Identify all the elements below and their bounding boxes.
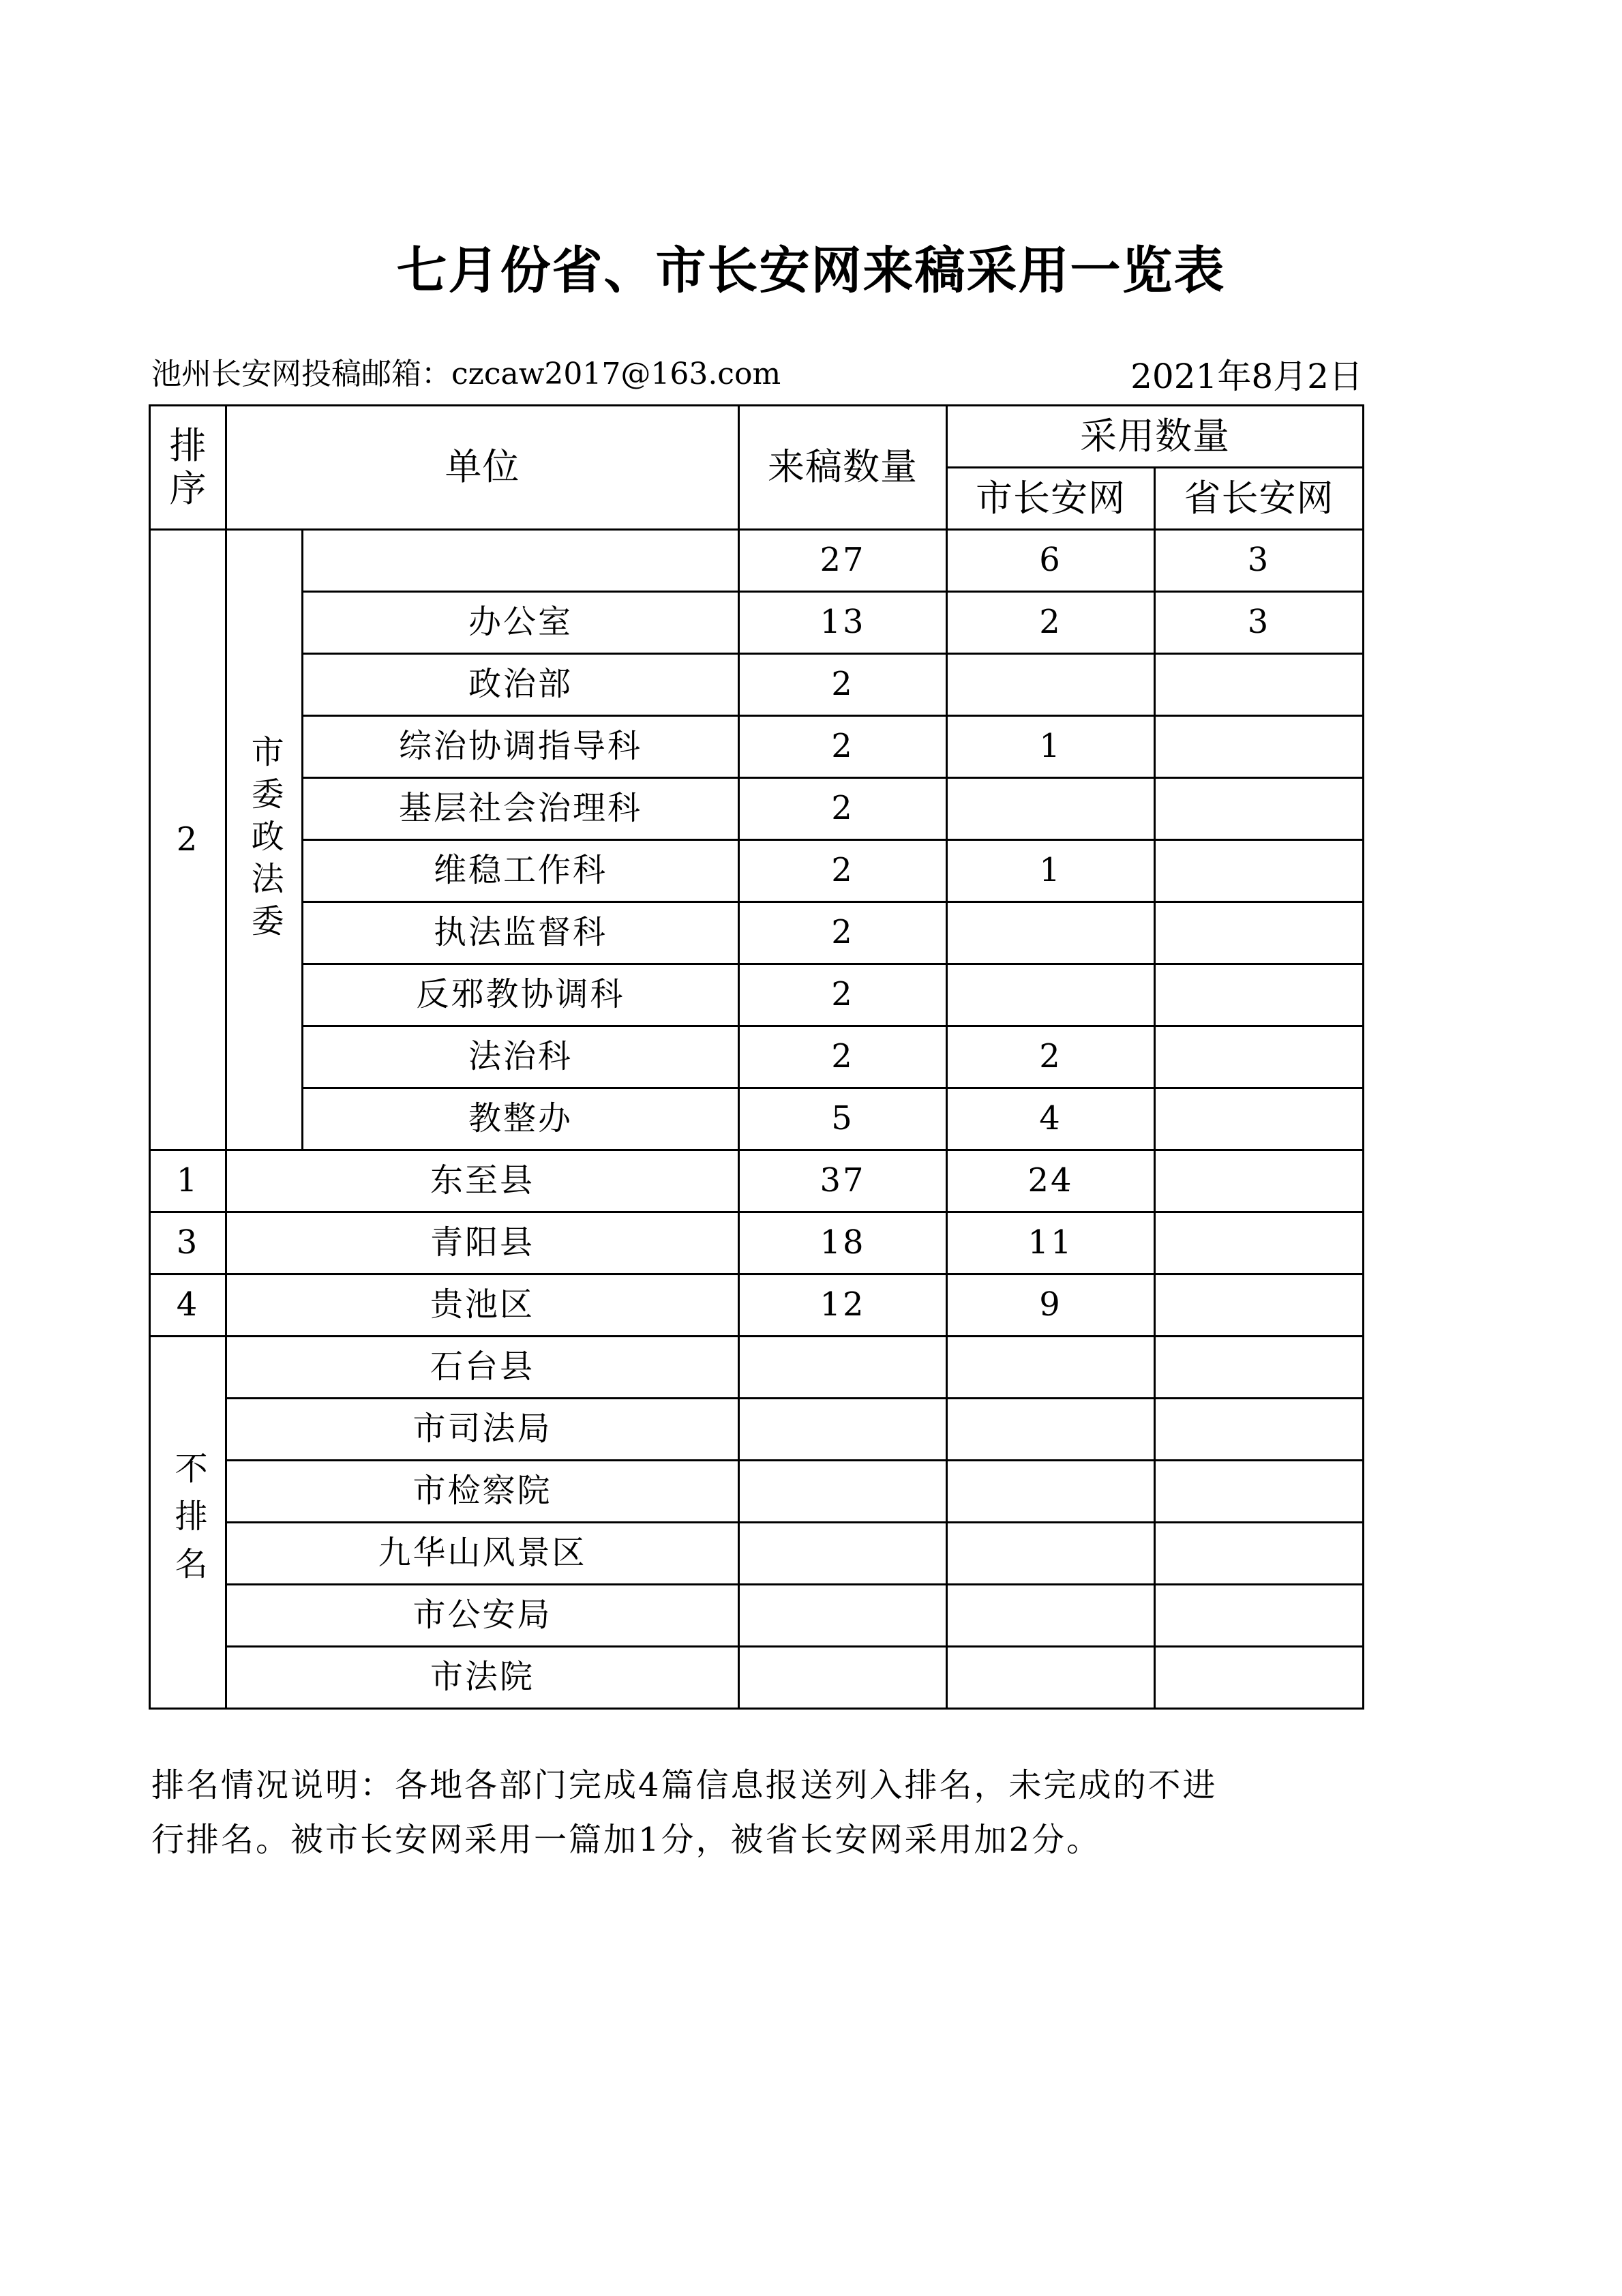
table-row xyxy=(150,592,1364,654)
province-adopted-cell xyxy=(1155,840,1364,902)
city-adopted-cell: 9 xyxy=(947,1274,1155,1337)
header-unit: 单位 xyxy=(226,406,739,530)
unit-name-cell: 教整办 xyxy=(303,1088,739,1150)
submitted-cell: 37 xyxy=(739,1150,947,1212)
unit-name-cell: 市公安局 xyxy=(226,1585,739,1647)
submitted-cell: 18 xyxy=(739,1212,947,1274)
submitted-cell xyxy=(739,1337,947,1399)
table-row xyxy=(150,1399,1364,1461)
unit-name-cell: 反邪教协调科 xyxy=(303,964,739,1026)
submitted-cell: 2 xyxy=(739,654,947,716)
ranking-note xyxy=(151,1758,1379,1867)
province-adopted-cell xyxy=(1155,964,1364,1026)
rank-cell: 3 xyxy=(150,1212,226,1274)
rank-cell: 1 xyxy=(150,1150,226,1212)
city-adopted-cell: 24 xyxy=(947,1150,1155,1212)
submitted-cell: 2 xyxy=(739,1026,947,1088)
province-adopted-cell xyxy=(1155,1212,1364,1274)
submitted-cell: 13 xyxy=(739,592,947,654)
submitted-cell xyxy=(739,1585,947,1647)
unit-name-cell: 政治部 xyxy=(303,654,739,716)
table-row xyxy=(150,1150,1364,1212)
city-adopted-cell xyxy=(947,654,1155,716)
table-row xyxy=(150,1523,1364,1585)
province-adopted-cell xyxy=(1155,654,1364,716)
unit-name-cell xyxy=(303,530,739,592)
province-adopted-cell: 3 xyxy=(1155,530,1364,592)
city-adopted-cell xyxy=(947,964,1155,1026)
province-adopted-cell: 3 xyxy=(1155,592,1364,654)
submitted-cell: 2 xyxy=(739,964,947,1026)
city-adopted-cell: 2 xyxy=(947,592,1155,654)
submitted-cell: 5 xyxy=(739,1088,947,1150)
table-row xyxy=(150,840,1364,902)
submitted-cell: 2 xyxy=(739,716,947,778)
adoption-table xyxy=(149,404,1364,1710)
table-row xyxy=(150,1026,1364,1088)
unit-name-cell: 市法院 xyxy=(226,1647,739,1709)
city-adopted-cell xyxy=(947,1585,1155,1647)
province-adopted-cell xyxy=(1155,1461,1364,1523)
submission-email: 池州长安网投稿邮箱：czcaw2017@163.com xyxy=(151,357,781,391)
rank-cell: 2 xyxy=(150,530,226,1150)
table-row xyxy=(150,1585,1364,1647)
submitted-cell xyxy=(739,1523,947,1585)
unit-name-cell: 市司法局 xyxy=(226,1399,739,1461)
city-adopted-cell: 6 xyxy=(947,530,1155,592)
note-line-2: 行排名。被市长安网采用一篇加1分，被省长安网采用加2分。 xyxy=(151,1821,1102,1859)
unit-name-cell: 执法监督科 xyxy=(303,902,739,964)
unit-name-cell: 东至县 xyxy=(226,1150,739,1212)
province-adopted-cell xyxy=(1155,716,1364,778)
table-row xyxy=(150,1088,1364,1150)
unit-name-cell: 法治科 xyxy=(303,1026,739,1088)
submitted-cell xyxy=(739,1647,947,1709)
province-adopted-cell xyxy=(1155,1337,1364,1399)
submitted-cell: 2 xyxy=(739,840,947,902)
city-adopted-cell: 2 xyxy=(947,1026,1155,1088)
unit-name-cell: 石台县 xyxy=(226,1337,739,1399)
unranked-label-cell: 不排名 xyxy=(150,1337,226,1709)
province-adopted-cell xyxy=(1155,1088,1364,1150)
table-row xyxy=(150,964,1364,1026)
province-adopted-cell xyxy=(1155,902,1364,964)
city-adopted-cell xyxy=(947,902,1155,964)
province-adopted-cell xyxy=(1155,1026,1364,1088)
city-adopted-cell xyxy=(947,1337,1155,1399)
table-row xyxy=(150,1212,1364,1274)
report-date: 2021年8月2日 xyxy=(1130,357,1363,396)
page-title: 七月份省、市长安网来稿采用一览表 xyxy=(396,241,1226,300)
group-name-cell: 市委政法委 xyxy=(226,530,303,1150)
table-row xyxy=(150,1274,1364,1337)
city-adopted-cell xyxy=(947,1647,1155,1709)
table-row xyxy=(150,1647,1364,1709)
submitted-cell xyxy=(739,1399,947,1461)
submitted-cell: 2 xyxy=(739,902,947,964)
city-adopted-cell: 1 xyxy=(947,840,1155,902)
table-row xyxy=(150,654,1364,716)
header-submitted: 来稿数量 xyxy=(739,406,947,530)
table-row xyxy=(150,716,1364,778)
city-adopted-cell xyxy=(947,1523,1155,1585)
province-adopted-cell xyxy=(1155,1399,1364,1461)
unit-name-cell: 综治协调指导科 xyxy=(303,716,739,778)
rank-cell: 4 xyxy=(150,1274,226,1337)
header-rank: 排序 xyxy=(150,406,226,530)
city-adopted-cell: 1 xyxy=(947,716,1155,778)
header-city: 市长安网 xyxy=(947,468,1155,530)
table-row xyxy=(150,778,1364,840)
submitted-cell: 27 xyxy=(739,530,947,592)
unit-name-cell: 青阳县 xyxy=(226,1212,739,1274)
province-adopted-cell xyxy=(1155,1274,1364,1337)
city-adopted-cell xyxy=(947,778,1155,840)
header-row-1 xyxy=(150,406,1364,468)
city-adopted-cell xyxy=(947,1399,1155,1461)
note-line-1: 排名情况说明：各地各部门完成4篇信息报送列入排名，未完成的不进 xyxy=(151,1766,1218,1804)
unit-name-cell: 市检察院 xyxy=(226,1461,739,1523)
header-adopted: 采用数量 xyxy=(947,406,1364,468)
submitted-cell: 2 xyxy=(739,778,947,840)
table-row xyxy=(150,1461,1364,1523)
unit-name-cell: 贵池区 xyxy=(226,1274,739,1337)
province-adopted-cell xyxy=(1155,1585,1364,1647)
province-adopted-cell xyxy=(1155,778,1364,840)
unit-name-cell: 办公室 xyxy=(303,592,739,654)
city-adopted-cell: 4 xyxy=(947,1088,1155,1150)
table-row xyxy=(150,1337,1364,1399)
unit-name-cell: 基层社会治理科 xyxy=(303,778,739,840)
city-adopted-cell: 11 xyxy=(947,1212,1155,1274)
header-province: 省长安网 xyxy=(1155,468,1364,530)
city-adopted-cell xyxy=(947,1461,1155,1523)
province-adopted-cell xyxy=(1155,1647,1364,1709)
province-adopted-cell xyxy=(1155,1523,1364,1585)
unit-name-cell: 维稳工作科 xyxy=(303,840,739,902)
unit-name-cell: 九华山风景区 xyxy=(226,1523,739,1585)
province-adopted-cell xyxy=(1155,1150,1364,1212)
submitted-cell xyxy=(739,1461,947,1523)
table-row xyxy=(150,902,1364,964)
submitted-cell: 12 xyxy=(739,1274,947,1337)
table-row xyxy=(150,530,1364,592)
